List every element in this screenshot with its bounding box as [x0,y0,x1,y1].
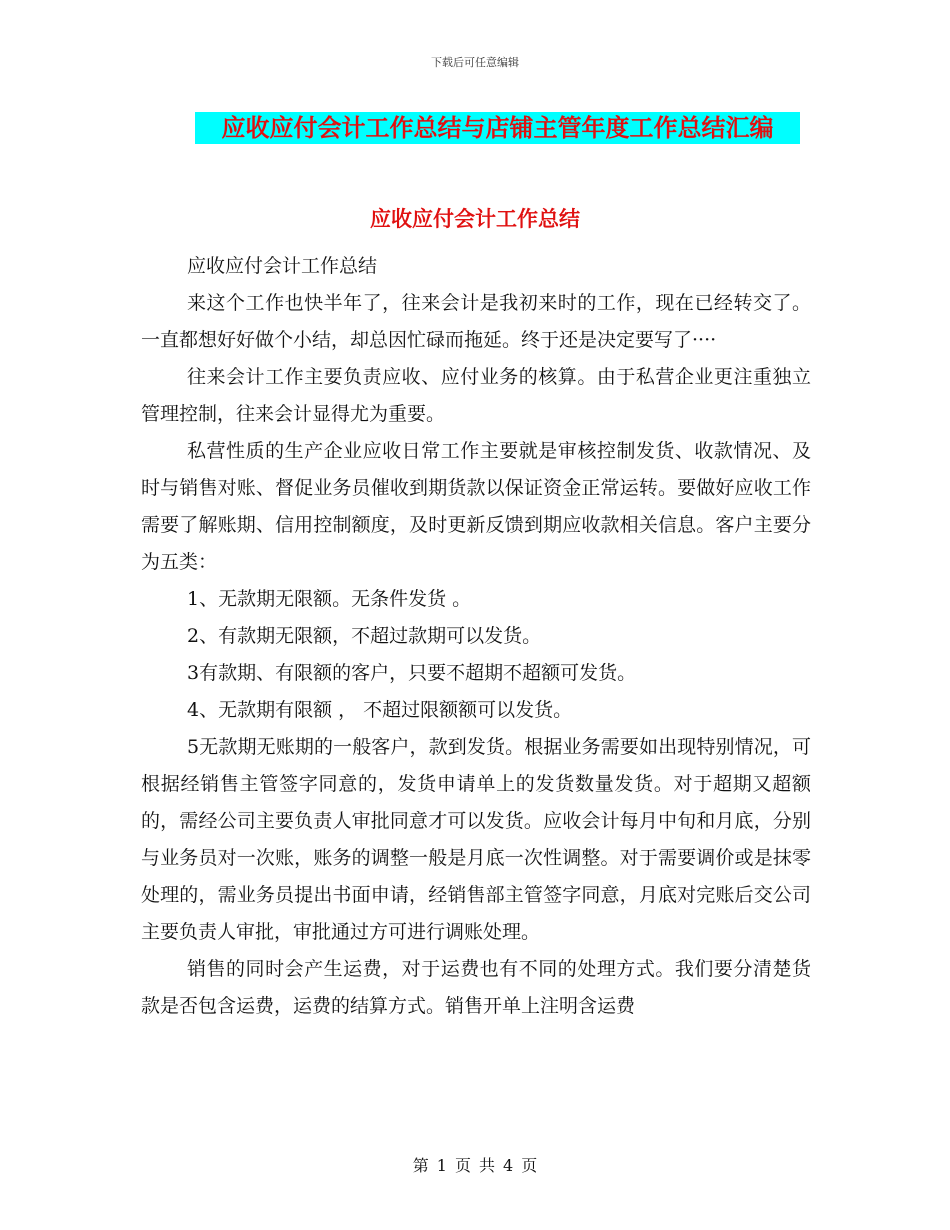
header-note: 下载后可任意编辑 [431,56,519,69]
list-item: 2、有款期无限额，不超过款期可以发货。 [187,625,542,647]
list-item: 3有款期、有限额的客户，只要不超期不超额可发货。 [187,662,637,684]
section-title: 应收应付会计工作总结 [370,206,580,231]
page-number: 1 [436,1156,447,1175]
list-item: 1、无款期无限额。无条件发货 。 [187,588,472,610]
footer-total-unit: 页 [521,1156,538,1175]
footer-page-unit: 页 [454,1156,471,1175]
paragraph: 销售的同时会产生运费，对于运费也有不同的处理方式。我们要分清楚货款是否包含运费，运费的结算方式。销售开单上注明含运费 [141,958,811,1017]
footer-prefix: 第 [412,1156,429,1175]
paragraph: 5无款期无账期的一般客户，款到发货。根据业务需要如出现特别情况，可根据经销售主管签字同意的，发货申请单上的发货数量发货。对于超期又超额的，需经公司主要负责人审批同意才可以发货。应收会计每月中旬和月底，分别与业务员对一次账，账务的调整一般是月底一次性调整。对于需要调价或是抹零处理的，需业务员提出书面申请，经销售部主管签字同意，月底对完账后交公司主要负责人审批，审批通过方可进行调账处理。 [141,736,811,943]
paragraph: 应收应付会计工作总结 [187,255,378,277]
page-footer [0,1153,950,1176]
total-pages: 4 [503,1156,514,1175]
paragraph: 往来会计工作主要负责应收、应付业务的核算。由于私营企业更注重独立管理控制，往来会计显得尤为重要。 [141,366,811,425]
body-text [141,248,811,1025]
document-title: 应收应付会计工作总结与店铺主管年度工作总结汇编 [195,112,800,144]
paragraph: 来这个工作也快半年了，往来会计是我初来时的工作，现在已经转交了。一直都想好好做个小结，却总因忙碌而拖延。终于还是决定要写了···· [141,292,811,351]
footer-total-prefix: 共 [479,1156,496,1175]
list-item: 4、无款期有限额 ， 不超过限额额可以发货。 [187,699,573,721]
paragraph: 私营性质的生产企业应收日常工作主要就是审核控制发货、收款情况、及时与销售对账、督促业务员催收到期货款以保证资金正常运转。要做好应收工作需要了解账期、信用控制额度，及时更新反馈到期应收款相关信息。客户主要分为五类： [141,440,811,573]
